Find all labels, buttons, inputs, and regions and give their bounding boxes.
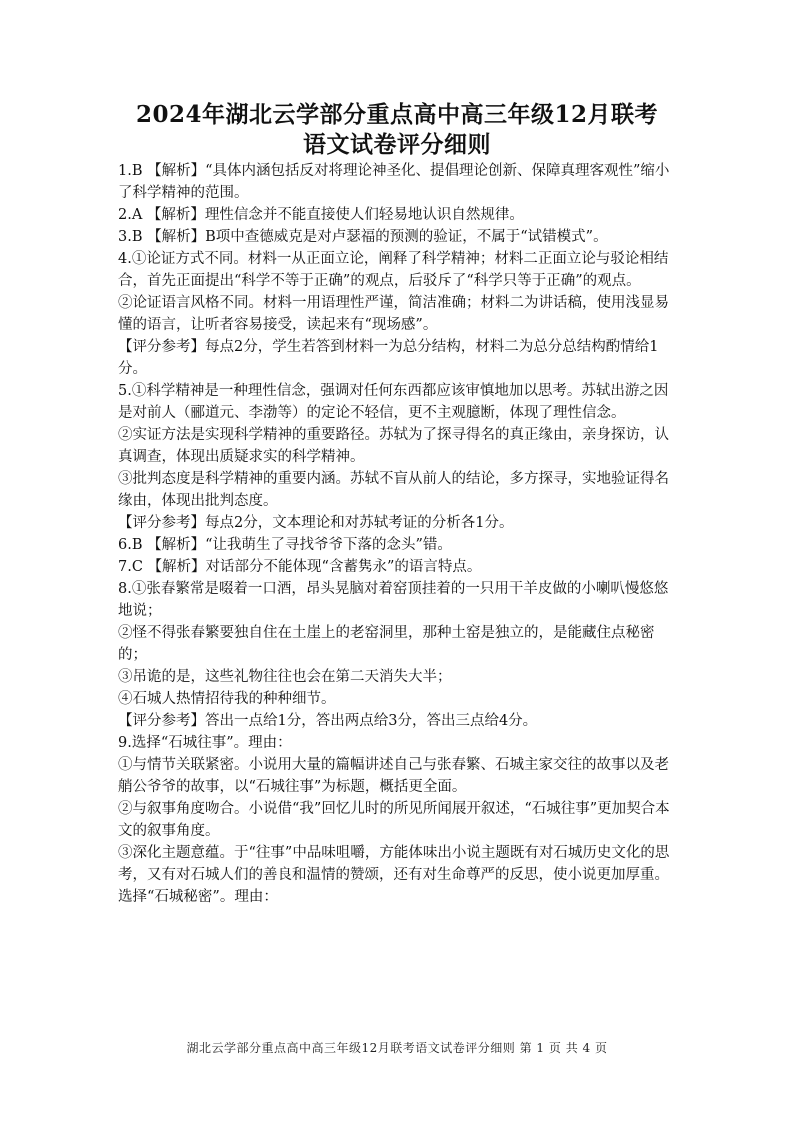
answer-paragraph: 7.C 【解析】对话部分不能体现“含蓄隽永”的语言特点。 xyxy=(118,559,482,575)
answer-paragraph: ②怪不得张春繁要独自住在土崖上的老窑洞里，那种土窑是独立的，是能藏住点秘密的； xyxy=(118,625,655,663)
answer-paragraph: ③吊诡的是，这些礼物往往也会在第二天消失大半； xyxy=(118,669,452,685)
document-title: 2024年湖北云学部分重点高中高三年级12月联考 xyxy=(135,101,659,128)
scoring-note: 【评分参考】每点2分，学生若答到材料一为总分结构，材料二为总分总结构酌情给1分。 xyxy=(118,339,659,377)
answer-paragraph: ②论证语言风格不同。材料一用语理性严谨，简洁准确；材料二为讲话稿，使用浅显易懂的语言，让听者容易接受，读起来有“现场感”。 xyxy=(118,295,669,333)
answer-paragraph: 9.选择“石城往事”。理由： xyxy=(118,735,292,751)
answer-paragraph: ③深化主题意蕴。于“往事”中品味咀嚼，方能体味出小说主题既有对石城历史文化的思考，又有对石城人们的善良和温情的赞颂，还有对生命尊严的反思，使小说更加厚重。 xyxy=(118,845,670,883)
document-subtitle: 语文试卷评分细则 xyxy=(303,131,491,158)
answer-paragraph: 选择“石城秘密”。理由： xyxy=(118,889,278,905)
answer-paragraph: ②与叙事角度吻合。小说借“我”回忆儿时的所见所闻展开叙述，“石城往事”更加契合本文的叙事角度。 xyxy=(118,801,670,839)
answer-paragraph: ②实证方法是实现科学精神的重要路径。苏轼为了探寻得名的真正缘由，亲身探访，认真调查，体现出质疑求实的科学精神。 xyxy=(118,427,669,465)
answer-paragraph: 2.A 【解析】理性信念并不能直接使人们轻易地认识自然规律。 xyxy=(118,207,524,223)
scoring-note: 【评分参考】每点2分，文本理论和对苏轼考证的分析各1分。 xyxy=(118,515,514,531)
scoring-note: 【评分参考】答出一点给1分，答出两点给3分，答出三点给4分。 xyxy=(118,713,538,729)
answer-paragraph: 1.B 【解析】“具体内涵包括反对将理论神圣化、提倡理论创新、保障真理客观性”缩小了科学精神的范围。 xyxy=(118,163,670,201)
answer-paragraph: ③批判态度是科学精神的重要内涵。苏轼不盲从前人的结论，多方探寻，实地验证得名缘由，体现出批判态度。 xyxy=(118,471,669,509)
answer-paragraph: ④石城人热情招待我的种种细节。 xyxy=(118,691,336,707)
answer-paragraph: 4.①论证方式不同。材料一从正面立论，阐释了科学精神；材料二正面立论与驳论相结合，首先正面提出“科学不等于正确”的观点，后驳斥了“科学只等于正确”的观点。 xyxy=(118,251,669,289)
answer-paragraph: 8.①张春繁常是啜着一口酒，昂头晃脑对着窑顶挂着的一只用干羊皮做的小喇叭慢悠悠地说； xyxy=(118,581,669,619)
answer-body xyxy=(118,160,678,908)
answer-paragraph: 6.B 【解析】“让我萌生了寻找爷爷下落的念头”错。 xyxy=(118,537,452,553)
page-footer: 湖北云学部分重点高中高三年级12月联考语文试卷评分细则 第 1 页 共 4 页 xyxy=(186,1041,608,1055)
answer-paragraph: 5.①科学精神是一种理性信念，强调对任何东西都应该审慎地加以思考。苏轼出游之因是对前人（郦道元、李渤等）的定论不轻信，更不主观臆断，体现了理性信念。 xyxy=(118,383,669,421)
answer-paragraph: 3.B 【解析】B项中查德威克是对卢瑟福的预测的验证，不属于“试错模式”。 xyxy=(118,229,608,245)
answer-paragraph: ①与情节关联紧密。小说用大量的篇幅讲述自己与张春繁、石城主家交往的故事以及老艄公爷爷的故事，以“石城往事”为标题，概括更全面。 xyxy=(118,757,669,795)
